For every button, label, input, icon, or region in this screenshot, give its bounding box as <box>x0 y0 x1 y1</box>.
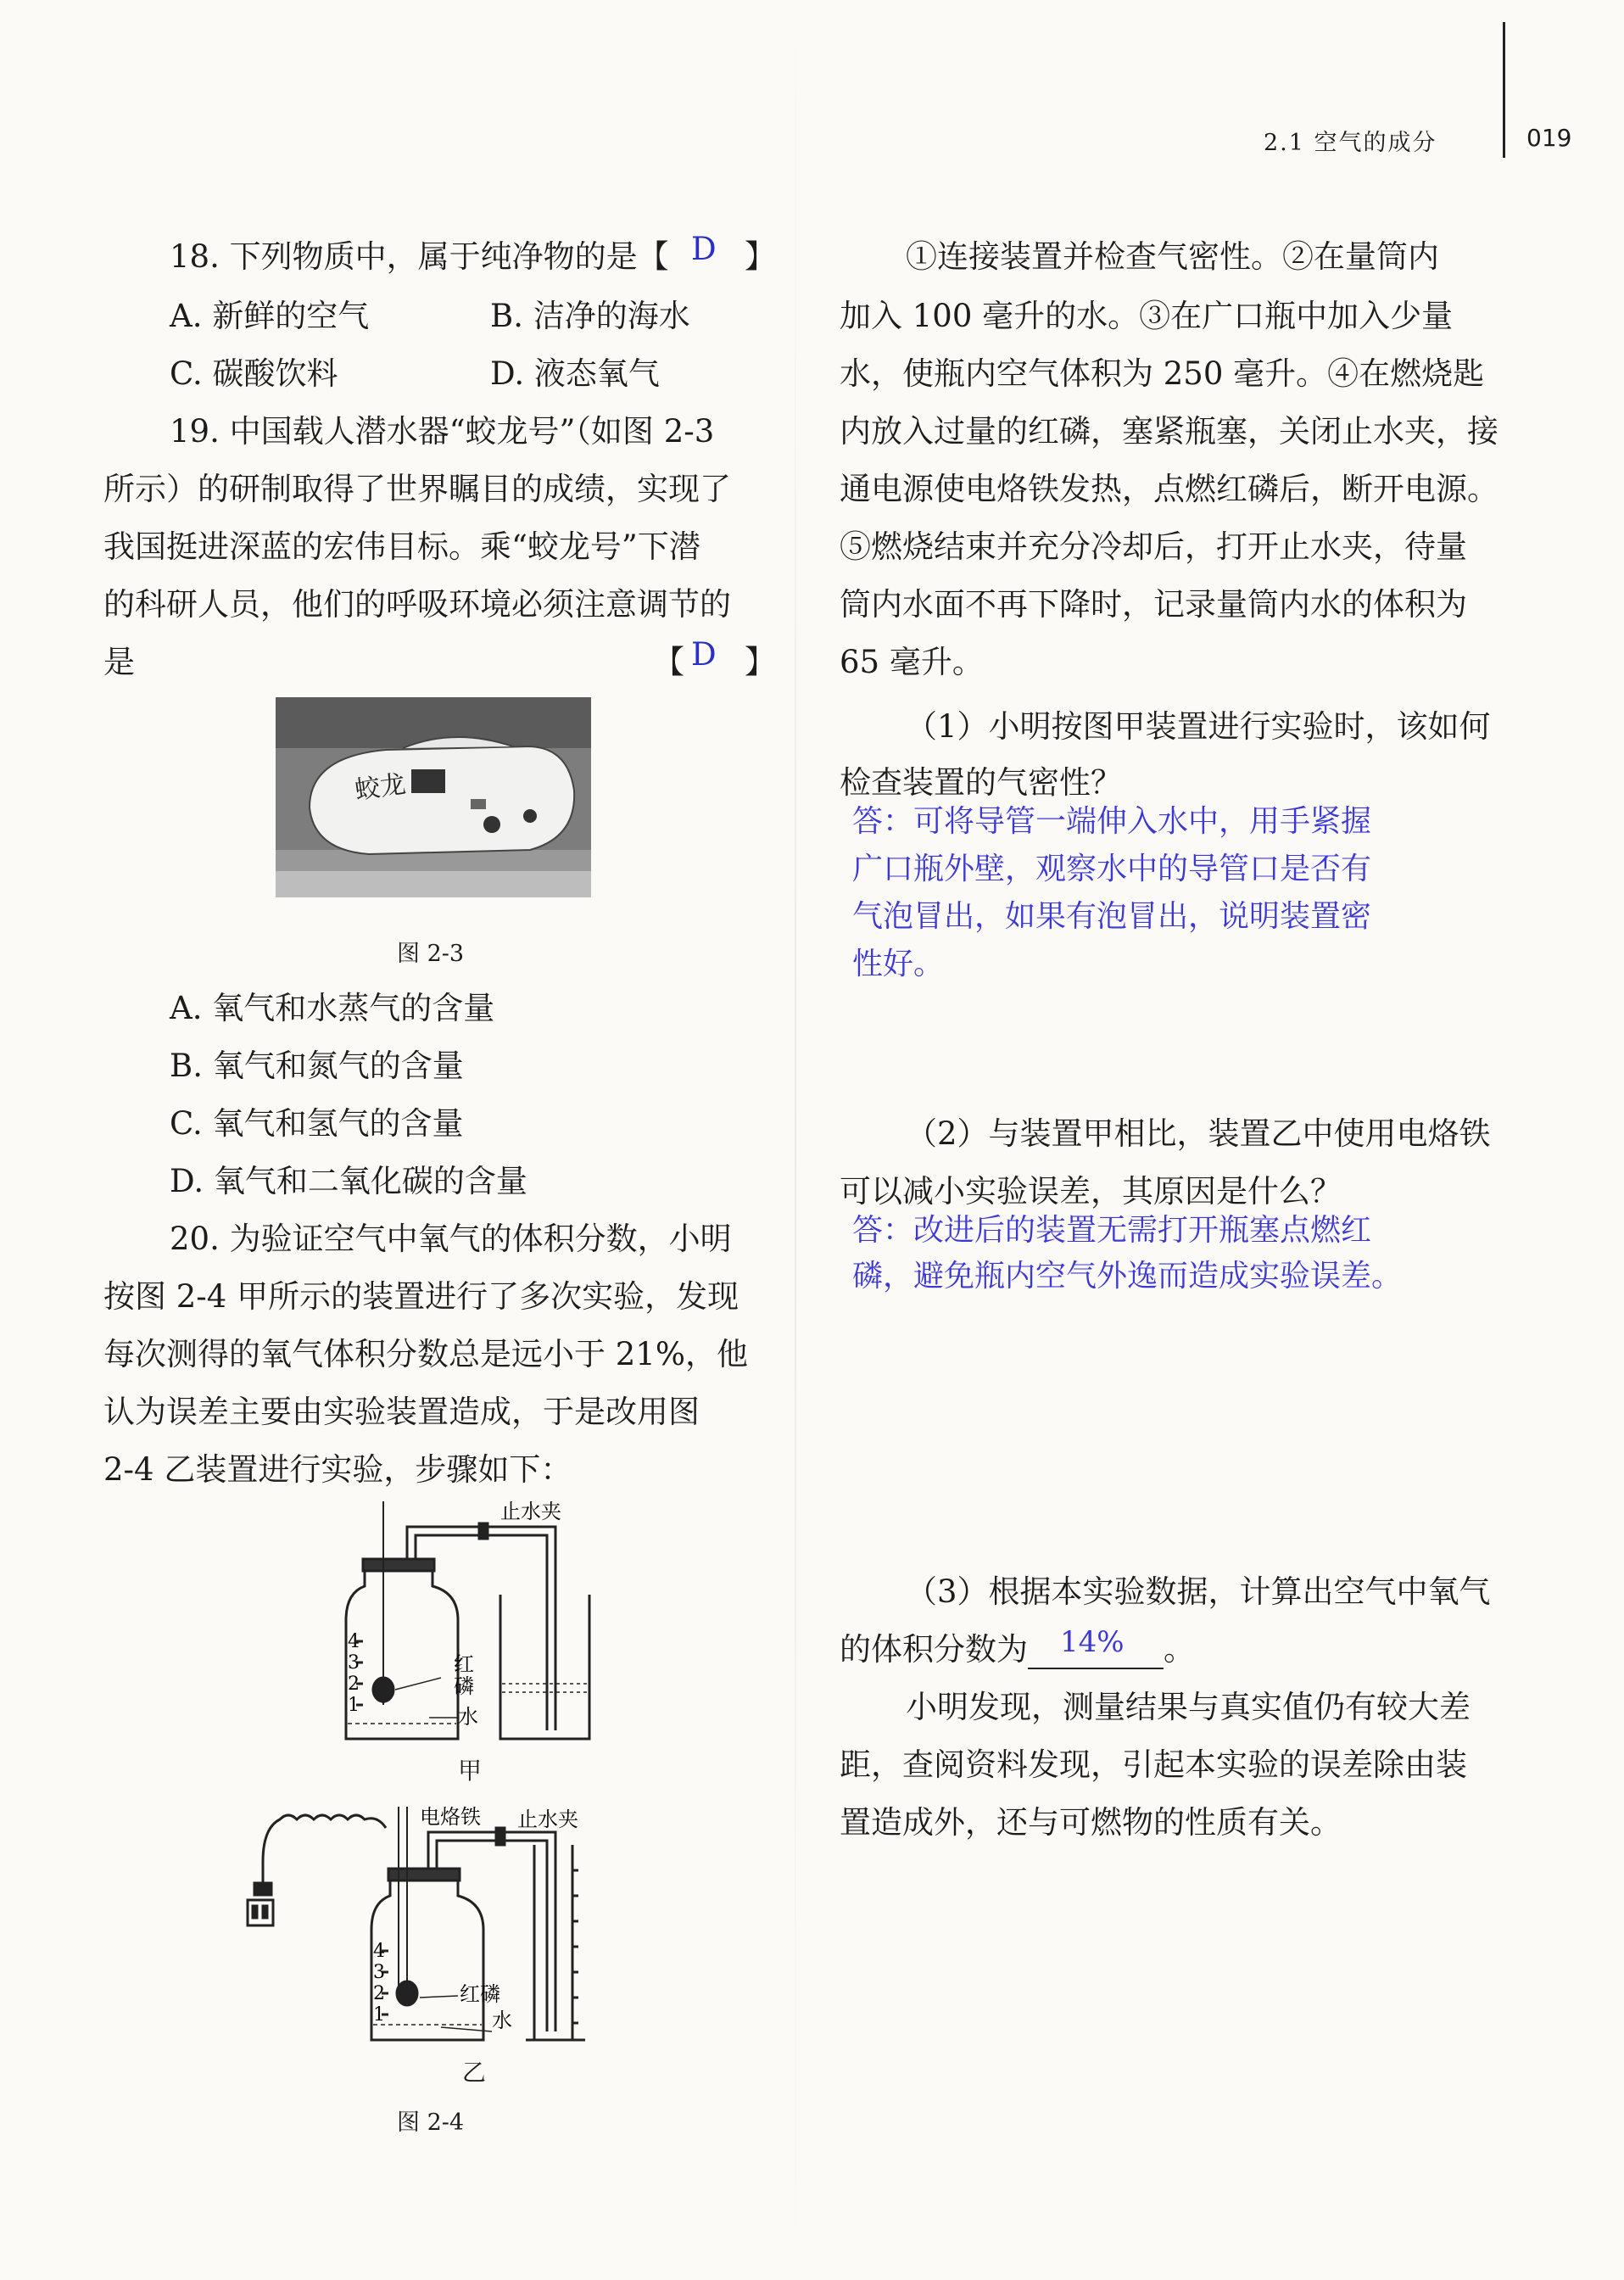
yi-scale-3: 3 <box>373 1962 385 1983</box>
q19-line-3: 我国挺进深蓝的宏伟目标。乘“蛟龙号”下潜 <box>103 528 700 565</box>
yi-label-clamp: 止水夹 <box>517 1808 578 1831</box>
closing-line-3: 置造成外，还与可燃物的性质有关。 <box>840 1804 1342 1841</box>
page-number: 019 <box>1526 124 1572 152</box>
jia-label-clamp: 止水夹 <box>500 1500 561 1523</box>
closing-line-2: 距，查阅资料发现，引起本实验的误差除由装 <box>840 1746 1467 1783</box>
fig-2-4-caption: 图 2-4 <box>397 2110 465 2136</box>
submersible-photo <box>276 697 591 897</box>
fig-2-3-caption: 图 2-3 <box>397 941 465 967</box>
p2-line-2: 可以减小实验误差，其原因是什么？ <box>840 1173 1342 1210</box>
p3-line-2 <box>840 1623 1195 1669</box>
jia-scale-4: 4 <box>348 1631 360 1652</box>
q20-line-2: 按图 2-4 甲所示的装置进行了多次实验，发现 <box>103 1278 739 1315</box>
q19-option-c: C. 氧气和氢气的含量 <box>170 1105 464 1142</box>
q20-line-5: 2-4 乙装置进行实验，步骤如下： <box>103 1451 572 1488</box>
step-line-5: 通电源使电烙铁发热，点燃红磷后，断开电源。 <box>840 471 1498 507</box>
q19-answer: D <box>691 636 717 673</box>
q19-bracket-close: 】 <box>745 644 776 680</box>
step-line-8: 65 毫升。 <box>840 644 984 680</box>
jia-label-red-p-top: 红 <box>454 1652 474 1676</box>
yi-label-iron: 电烙铁 <box>420 1805 481 1829</box>
apparatus-jia-diagram <box>322 1493 611 1747</box>
yi-scale-4: 4 <box>373 1941 385 1962</box>
jia-caption: 甲 <box>458 1757 483 1785</box>
yi-scale-2: 2 <box>373 1983 385 2004</box>
yi-caption: 乙 <box>462 2059 487 2087</box>
q19-line-5: 是 <box>103 644 135 680</box>
step-line-3: 水，使瓶内空气体积为 250 毫升。④在燃烧匙 <box>840 355 1485 392</box>
p2-answer-line-1: 答：改进后的装置无需打开瓶塞点燃红 <box>852 1213 1372 1248</box>
q18-option-b: B. 洁净的海水 <box>490 298 690 334</box>
q18-stem: 18. 下列物质中，属于纯净物的是【 <box>170 238 669 275</box>
p1-line-1: （1）小明按图甲装置进行实验时，该如何 <box>906 708 1491 745</box>
apparatus-yi-diagram <box>237 1794 628 2057</box>
q19-line-2: 所示）的研制取得了世界瞩目的成绩，实现了 <box>103 471 731 507</box>
q20-line-4: 认为误差主要由实验装置造成，于是改用图 <box>103 1394 700 1430</box>
p2-line-1: （2）与装置甲相比，装置乙中使用电烙铁 <box>906 1115 1491 1152</box>
step-line-4: 内放入过量的红磷，塞紧瓶塞，关闭止水夹，接 <box>840 413 1498 450</box>
jia-scale-1: 1 <box>348 1695 360 1716</box>
p1-answer-line-2: 广口瓶外壁，观察水中的导管口是否有 <box>852 852 1372 886</box>
q19-line-4: 的科研人员，他们的呼吸环境必须注意调节的 <box>103 586 731 623</box>
p3-line-2-text: 的体积分数为 <box>840 1631 1028 1668</box>
submersible-label: 蛟龙 <box>353 768 408 806</box>
step-line-7: 筒内水面不再下降时，记录量筒内水的体积为 <box>840 586 1467 623</box>
q19-bracket-open: 【 <box>653 644 684 680</box>
p3-line-2-end: 。 <box>1164 1631 1195 1668</box>
q19-line-1: 19. 中国载人潜水器“蛟龙号”（如图 2-3 <box>170 413 715 450</box>
p1-answer-line-3: 气泡冒出，如果有泡冒出，说明装置密 <box>852 899 1372 934</box>
jia-label-water: 水 <box>458 1705 478 1729</box>
q20-line-3: 每次测得的氧气体积分数总是远小于 21%，他 <box>103 1336 748 1372</box>
page-fold <box>795 0 796 2280</box>
q19-option-a: A. 氧气和水蒸气的含量 <box>170 990 495 1026</box>
yi-scale-1: 1 <box>373 2004 385 2026</box>
p3-line-1: （3）根据本实验数据，计算出空气中氧气 <box>906 1573 1491 1610</box>
q18-answer: D <box>691 231 717 267</box>
yi-label-water: 水 <box>492 2009 512 2032</box>
q18-option-d: D. 液态氧气 <box>490 355 660 392</box>
q18-option-c: C. 碳酸饮料 <box>170 355 338 392</box>
closing-line-1: 小明发现，测量结果与真实值仍有较大差 <box>906 1689 1471 1725</box>
jia-scale-3: 3 <box>348 1652 360 1674</box>
q19-option-d: D. 氧气和二氧化碳的含量 <box>170 1163 527 1199</box>
p3-answer-blank <box>1028 1625 1164 1669</box>
step-line-6: ⑤燃烧结束并充分冷却后，打开止水夹，待量 <box>840 528 1467 565</box>
yi-label-red-p: 红磷 <box>460 1982 500 2006</box>
jia-label-red-p-bottom: 磷 <box>454 1674 474 1698</box>
p1-answer-line-4: 性好。 <box>852 947 945 981</box>
p1-answer-line-1: 答：可将导管一端伸入水中，用手紧握 <box>852 804 1372 839</box>
p1-line-2: 检查装置的气密性？ <box>840 764 1122 801</box>
header-rule <box>1503 22 1505 158</box>
q18-bracket-close: 】 <box>745 238 776 275</box>
q20-line-1: 20. 为验证空气中氧气的体积分数，小明 <box>170 1221 732 1257</box>
p2-answer-line-2: 磷，避免瓶内空气外逸而造成实验误差。 <box>852 1259 1403 1294</box>
q18-option-a: A. 新鲜的空气 <box>170 298 370 334</box>
p3-answer: 14% <box>1060 1625 1125 1659</box>
section-title: 2.1 空气的成分 <box>1264 130 1437 156</box>
q19-option-b: B. 氧气和氮气的含量 <box>170 1048 464 1084</box>
step-line-1: ①连接装置并检查气密性。②在量筒内 <box>906 238 1439 275</box>
step-line-2: 加入 100 毫升的水。③在广口瓶中加入少量 <box>840 298 1454 334</box>
jia-scale-2: 2 <box>348 1674 360 1695</box>
